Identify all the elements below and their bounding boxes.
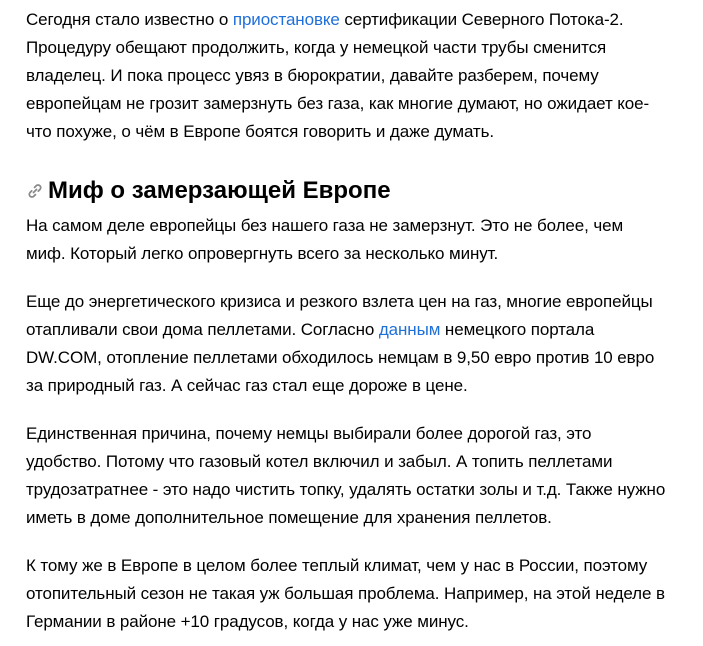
- pellets-text-after: немецкого портала DW.COM, отопление пеллетами обходилось немцам в 9,50 евро против 10 евро за природный газ. А сейчас газ стал еще дороже в цене.: [26, 320, 655, 395]
- section-heading: [26, 176, 666, 206]
- section-heading-text: Миф о замерзающей Европе: [48, 177, 391, 204]
- paragraph-climate: К тому же в Европе в целом более теплый климат, чем у нас в России, поэтому отопительный сезон не такая уж большая проблема. Например, на этой неделе в Германии в районе +10 градусов, когда у нас уже минус.: [26, 556, 665, 631]
- intro-text-before: Сегодня стало известно о: [26, 10, 233, 29]
- intro-text-after: сертификации Северного Потока-2. Процедуру обещают продолжить, когда у немецкой части трубы сменится владелец. И пока процесс увяз в бюрократии, давайте разберем, почему европейцам не грозит замерзнуть без газа, как многие думают, но ожидает кое-что похуже, о чём в Европе боятся говорить и даже думать.: [26, 10, 650, 141]
- paragraph-convenience: Единственная причина, почему немцы выбирали более дорогой газ, это удобство. Потому что газовый котел включил и забыл. А топить пеллетами трудозатратнее - это надо чистить топку, удалять остатки золы и т.д. Также нужно иметь в доме дополнительное помещение для хранения пеллетов.: [26, 424, 666, 527]
- article-body: [26, 6, 666, 636]
- pellets-text-before: Еще до энергетического кризиса и резкого взлета цен на газ, многие европейцы отапливали свои дома пеллетами. Согласно: [26, 292, 653, 339]
- intro-paragraph: [26, 6, 666, 146]
- data-link[interactable]: данным: [378, 320, 441, 339]
- link-icon[interactable]: [26, 182, 44, 200]
- suspension-link[interactable]: приостановке: [232, 10, 340, 29]
- paragraph-pellets: [26, 288, 666, 400]
- paragraph-myth: На самом деле европейцы без нашего газа не замерзнут. Это не более, чем миф. Который легко опровергнуть всего за несколько минут.: [26, 216, 624, 263]
